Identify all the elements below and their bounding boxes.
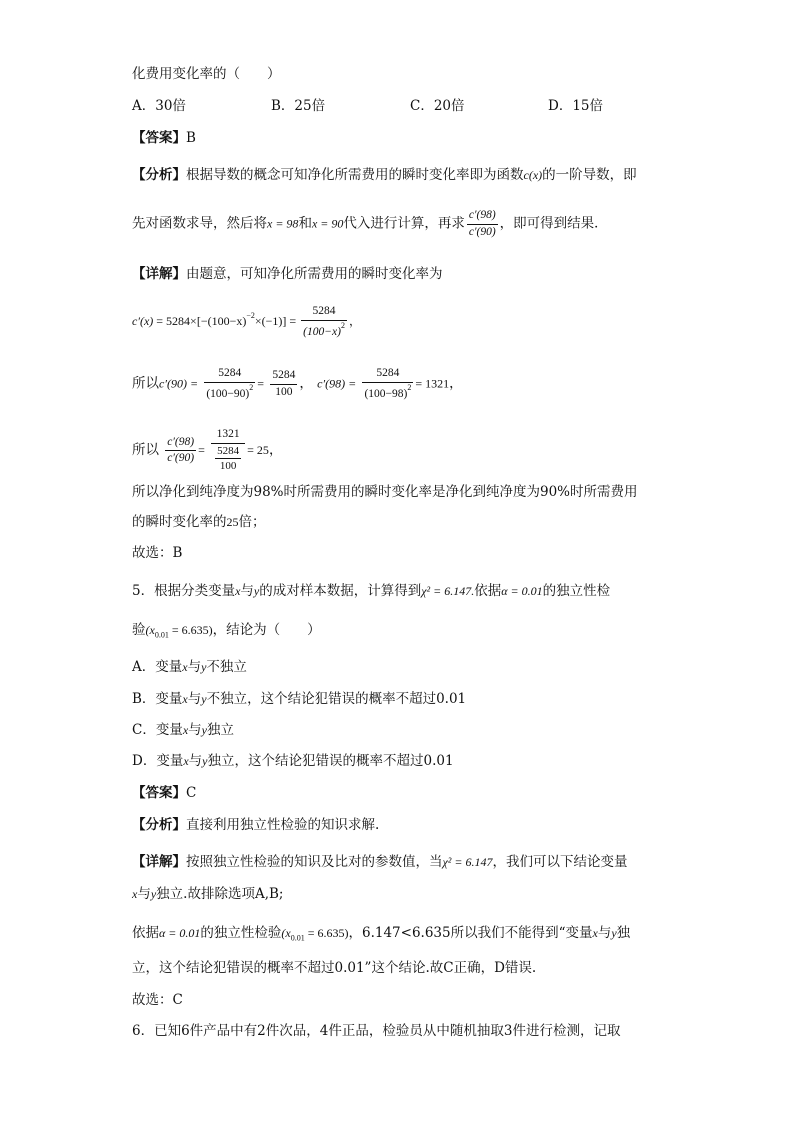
- variable-y: y: [201, 723, 207, 737]
- q4-analysis-line1: [132, 168, 637, 183]
- q5-stem-line1: [132, 585, 610, 599]
- fraction: [270, 368, 297, 400]
- punctuation: ，: [299, 375, 313, 392]
- detail-tag: 【详解】: [132, 854, 186, 869]
- detail-text: ，6.147<6.635所以我们不能得到“变量: [348, 925, 593, 941]
- q4-option-b: B．25倍: [271, 98, 326, 114]
- conclusion-text: 的瞬时变化率的: [132, 514, 227, 530]
- detail-text: 按照独立性检验的知识及比对的参数值，当: [186, 854, 443, 870]
- variable-x: x: [182, 660, 188, 674]
- variable-y: y: [202, 754, 208, 768]
- fraction: [165, 435, 196, 467]
- fraction-numerator: 1321: [211, 427, 245, 444]
- exponent: 2: [407, 382, 412, 392]
- answer-tag: 【答案】: [132, 130, 186, 145]
- analysis-text: 的一阶导数，即: [542, 167, 637, 183]
- fraction-denominator: 100: [275, 385, 293, 398]
- detail-text: 与: [597, 925, 612, 941]
- fraction-numerator: 5284: [204, 366, 255, 383]
- q5-detail-line1: [132, 855, 627, 870]
- conclusion-text: 倍；: [238, 514, 266, 530]
- variable-x: x: [592, 926, 598, 940]
- alpha-value: α = 0.01: [159, 926, 201, 940]
- stem-text: 依据: [474, 583, 502, 599]
- variable-y: y: [150, 887, 157, 901]
- math-expression: c′(x): [132, 313, 154, 328]
- option-text: 与: [187, 691, 202, 707]
- variable-x: x: [182, 692, 188, 706]
- detail-text: 的独立性检验: [200, 925, 282, 941]
- conclusion-number: 25: [226, 515, 239, 529]
- fraction-numerator: 5284: [215, 444, 241, 460]
- nested-fraction: [215, 444, 241, 475]
- option-text: 不独立，这个结论犯错误的概率不超过0.01: [206, 691, 467, 707]
- variable-x: x: [235, 584, 241, 598]
- analysis-text: 直接利用独立性检验的知识求解.: [186, 817, 380, 833]
- option-text: 不独立: [206, 659, 247, 675]
- punctuation: ，: [268, 442, 283, 459]
- chi-square-value: χ² = 6.147.: [421, 584, 475, 598]
- fraction-denominator: [211, 444, 245, 475]
- equals-sign: =: [257, 376, 265, 391]
- fraction-denominator: c′(90): [167, 452, 195, 465]
- fraction-numerator: c′(98): [165, 435, 196, 452]
- option-text: 与: [187, 659, 202, 675]
- stem-text: 的成对样本数据，计算得到: [259, 583, 422, 599]
- fraction: [467, 208, 498, 240]
- option-text: 独立: [207, 722, 234, 738]
- fraction: [362, 366, 413, 402]
- punctuation: ，: [348, 313, 361, 328]
- stem-text: 验: [132, 622, 146, 638]
- fraction-denominator: 100: [219, 460, 237, 473]
- chi-square-value: χ² = 6.147: [442, 855, 493, 869]
- critical-number: = 6.635): [168, 623, 213, 637]
- answer-value: C: [186, 785, 197, 801]
- punctuation: ，: [449, 375, 463, 392]
- q5-detail-line4: 立，这个结论犯错误的概率不超过0.01”这个结论.故C正确，D错误.: [132, 960, 537, 976]
- fraction-numerator: 5284: [362, 366, 413, 383]
- equals-sign: =: [198, 443, 205, 458]
- math-expression: = 5284×[−(100−x): [153, 313, 247, 328]
- denominator-base: (100−98): [364, 387, 408, 400]
- fraction-denominator: [362, 383, 413, 403]
- q5-option-d: [132, 755, 454, 769]
- option-text: B．变量: [132, 691, 183, 707]
- q5-detail-line3: [132, 927, 630, 942]
- critical-value: [145, 623, 213, 640]
- fraction: [301, 304, 347, 340]
- q4-option-a: A．30倍: [132, 98, 186, 114]
- q5-option-b: [132, 693, 466, 707]
- subscript: 0.01: [290, 933, 305, 943]
- q4-answer: [132, 131, 196, 146]
- denominator-base: (100−x): [303, 325, 341, 338]
- detail-tag: 【详解】: [132, 266, 186, 281]
- math-expression: c′(90) =: [159, 376, 199, 391]
- analysis-text: ，即可得到结果．: [499, 215, 608, 232]
- stem-text: 与: [240, 583, 254, 599]
- option-text: 与: [188, 753, 203, 769]
- variable-x: x: [183, 754, 189, 768]
- stem-text: 的独立性检: [542, 583, 611, 599]
- q4-stem-tail: 化费用变化率的（ ）: [132, 66, 281, 82]
- q5-answer: [132, 786, 196, 801]
- detail-text: 独: [616, 925, 631, 941]
- derivative-formula: [132, 304, 361, 340]
- q5-choice: 故选：C: [132, 992, 183, 1008]
- q4-conclusion-line2: [132, 516, 266, 530]
- detail-text: 与: [137, 886, 151, 902]
- math-expression: = 1321: [415, 376, 450, 391]
- option-text: D．变量: [132, 753, 184, 769]
- variable-y: y: [201, 660, 207, 674]
- analysis-tag: 【分析】: [132, 817, 186, 832]
- q5-stem-line2: [132, 624, 321, 639]
- critical-number: = 6.635): [304, 926, 349, 940]
- fraction-numerator: 5284: [301, 304, 347, 321]
- analysis-text: 和: [298, 215, 312, 232]
- derivative-values-line: [132, 366, 463, 402]
- q6-stem-line1: 6．已知6件产品中有2件次品，4件正品，检验员从中随机抽取3件进行检测，记取: [132, 1023, 621, 1039]
- math-expression: x = 90: [311, 216, 344, 231]
- q5-analysis: [132, 818, 379, 833]
- critical-symbol: (x: [281, 926, 291, 940]
- variable-x: x: [182, 723, 189, 737]
- math-expression: c′(98) =: [317, 376, 357, 391]
- detail-text: ，我们可以下结论变量: [492, 854, 628, 870]
- subscript: 0.01: [154, 630, 169, 640]
- q4-option-d: D．15倍: [548, 98, 604, 114]
- answer-value: B: [186, 130, 196, 146]
- so-label: 所以: [132, 375, 159, 392]
- fraction: [204, 366, 255, 402]
- option-text: 独立，这个结论犯错误的概率不超过0.01: [207, 753, 454, 769]
- critical-symbol: (x: [145, 623, 155, 637]
- analysis-text: 根据导数的概念可知净化所需费用的瞬时变化率即为函数: [186, 167, 524, 183]
- q5-option-c: [132, 724, 234, 738]
- analysis-text: 代入进行计算，再求: [343, 215, 465, 232]
- q5-option-a: [132, 661, 247, 675]
- option-text: C．变量: [132, 722, 183, 738]
- exponent: −2: [246, 310, 255, 320]
- analysis-tag: 【分析】: [132, 167, 186, 182]
- so-label: 所以: [132, 442, 159, 459]
- variable-y: y: [253, 584, 260, 598]
- math-expression: x = 98: [267, 216, 299, 231]
- math-expression: c(x): [523, 168, 543, 182]
- q4-detail-line1: [132, 267, 443, 282]
- q4-choice: 故选：B: [132, 545, 183, 561]
- denominator-base: (100−90): [206, 387, 250, 400]
- stem-text: 5．根据分类变量: [132, 583, 236, 599]
- fraction: [211, 427, 245, 474]
- stem-text: ，结论为（ ）: [212, 622, 321, 638]
- fraction-denominator: c′(90): [468, 225, 496, 238]
- critical-value: [281, 926, 349, 943]
- exponent: 2: [340, 320, 345, 330]
- alpha-value: α = 0.01: [501, 584, 543, 598]
- detail-text: 由题意，可知净化所需费用的瞬时变化率为: [186, 266, 443, 282]
- detail-text: 独立.故排除选项A,B;: [156, 886, 284, 902]
- variable-y: y: [611, 926, 617, 940]
- exponent: 2: [249, 382, 254, 392]
- q4-option-c: C．20倍: [410, 98, 465, 114]
- fraction-denominator: [204, 383, 255, 403]
- ratio-line: [132, 427, 282, 474]
- option-text: A．变量: [132, 659, 183, 675]
- q5-detail-line2: [132, 888, 283, 902]
- analysis-text: 先对函数求导，然后将: [132, 215, 267, 232]
- answer-tag: 【答案】: [132, 785, 186, 800]
- fraction-numerator: c′(98): [467, 208, 498, 225]
- option-text: 与: [188, 722, 202, 738]
- fraction-numerator: 5284: [270, 368, 297, 385]
- variable-y: y: [201, 692, 207, 706]
- q4-analysis-line2: [132, 208, 608, 240]
- variable-x: x: [132, 887, 138, 901]
- q4-conclusion-line1: 所以净化到纯净度为98%时所需费用的瞬时变化率是净化到纯净度为90%时所需费用: [132, 484, 638, 500]
- fraction-denominator: [301, 321, 347, 341]
- detail-text: 依据: [132, 925, 159, 941]
- math-expression: ×(−1)] =: [254, 313, 297, 328]
- math-expression: = 25: [247, 443, 269, 458]
